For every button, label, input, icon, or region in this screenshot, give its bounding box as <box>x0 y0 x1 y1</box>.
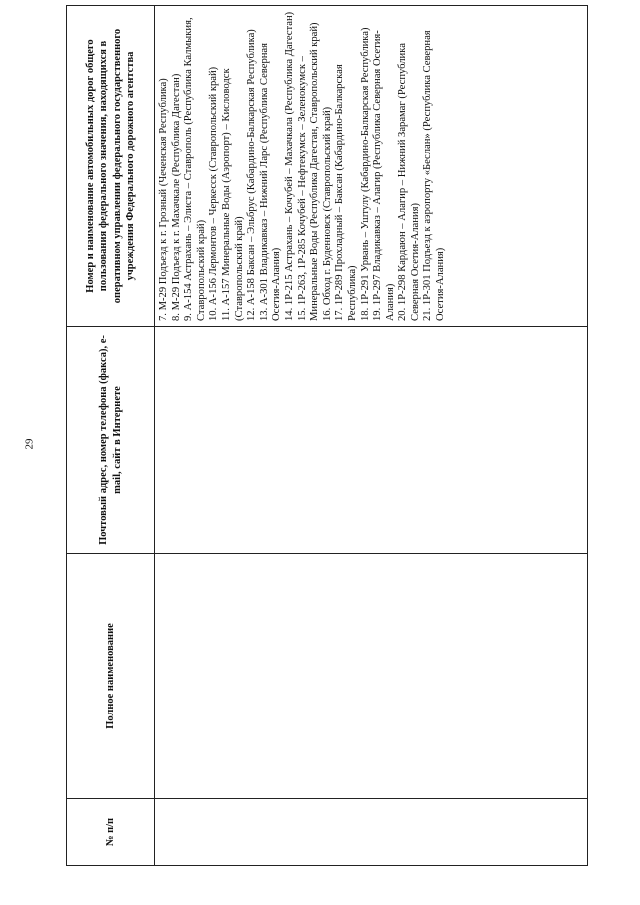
header-number: № п/п <box>67 799 155 866</box>
road-item: 16. Обход г. Буденновск (Ставропольский край) <box>321 106 333 321</box>
header-address: Почтовый адрес, номер телефона (факса), e-mail, сайт в Интернете <box>67 327 155 554</box>
road-item: 9. А-154 Астрахань – Элиста – Ставрополь (Республика Калмыкия, Ставропольский край) <box>183 17 207 321</box>
road-item: 21. 1Р-301 Подъезд к аэропорту «Беслан» (Республика Северная Осетия-Алания) <box>422 30 447 321</box>
road-item: 15. 1Р-263, 1Р-285 Кочубей – Нефтекумск – Зеленокумск – Минеральные Воды (Республика Дагестан, Ставропольский край) <box>296 22 321 321</box>
road-item: 17. 1Р-289 Прохладный – Баксан (Кабардино-Балкарская Республика) <box>334 64 358 321</box>
road-item: 20. 1Р-298 Кардаюн – Алагир – Нижний Зарамаг (Республика Северная Осетия-Алания) <box>397 43 421 321</box>
roads-table <box>66 5 588 866</box>
cell-address <box>155 327 588 554</box>
rotated-table-area <box>66 11 588 866</box>
road-item: 18. 1Р-291 Урвань – Уштулу (Кабардино-Балкарская Республика) <box>359 27 371 321</box>
table-header-row <box>67 6 155 866</box>
cell-number <box>155 799 588 866</box>
table-row <box>155 6 588 866</box>
road-item: 11. А-157 Минеральные Воды (Аэропорт) – Кисловодск (Ставропольский край) <box>220 68 245 321</box>
road-item: 7. М-29 Подъезд к г. Грозный (Чеченская Республика) <box>158 78 169 321</box>
road-item: 12. А-158 Баксан – Эльбрус (Кабардино-Балкарская Республика) <box>246 29 258 321</box>
cell-roads <box>155 6 588 327</box>
table-container <box>66 11 588 866</box>
header-full-name: Полное наименование <box>67 554 155 799</box>
page-number: 29 <box>23 438 36 450</box>
header-roads: Номер и наименование автомобильных дорог общего пользования федерального значения, находящихся в оперативном управлении федерального государственного учреждения Федерального дорожного агентства <box>67 6 155 327</box>
road-item: 13. А-301 Владикавказ – Нижний Ларс (Республика Северная Осетия-Алания) <box>258 43 283 321</box>
road-item: 14. 1Р-215 Астрахань – Кочубей – Махачкала (Республика Дагестан) <box>283 11 295 321</box>
road-item: 19. 1Р-297 Владикавказ – Алагир (Республика Северная Осетия-Алания) <box>372 30 396 321</box>
road-item: 8. М-29 Подъезд к г. Махачкале (Республика Дагестан) <box>170 73 182 321</box>
cell-full-name <box>155 554 588 799</box>
road-item: 10. А-156 Лермонтов – Черкесск (Ставропольский край) <box>208 66 220 321</box>
